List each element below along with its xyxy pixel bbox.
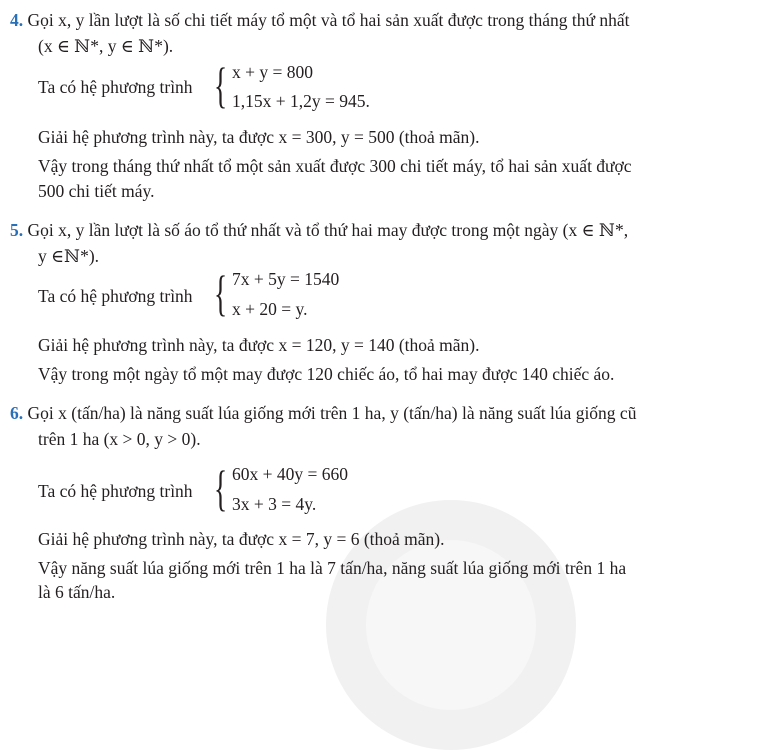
p5-intro-text-1: Gọi x, y lần lượt là số áo tổ thứ nhất và tổ thứ hai may được trong một ngày (x ∈ ℕ*, (27, 220, 629, 240)
p4-brace: { (214, 57, 228, 113)
p5-solve-line: Giải hệ phương trình này, ta được x = 120, y = 140 (thoả mãn). (38, 335, 480, 355)
p5-intro-line-2: y ∈ℕ*). (38, 246, 100, 266)
p6-brace: { (214, 460, 228, 516)
p5-system-lead: Ta có hệ phương trình (38, 286, 193, 306)
p6-system-lead: Ta có hệ phương trình (38, 481, 193, 501)
p4-solve-line: Giải hệ phương trình này, ta được x = 300, y = 500 (thoả mãn). (38, 127, 480, 147)
p6-number: 6. (10, 403, 24, 423)
p5-conclusion-line-1: Vậy trong một ngày tổ một may được 120 chiếc áo, tổ hai may được 140 chiếc áo. (38, 364, 615, 384)
p5-brace: { (214, 265, 228, 321)
p4-intro-line-2: (x ∈ ℕ*, y ∈ ℕ*). (38, 36, 174, 56)
p6-equation-2: 3x + 3 = 4y. (232, 494, 317, 514)
p4-equation-1: x + y = 800 (232, 62, 313, 82)
p4-number: 4. (10, 10, 24, 30)
p6-intro-text-1: Gọi x (tấn/ha) là năng suất lúa giống mới trên 1 ha, y (tấn/ha) là năng suất lúa giống cũ (27, 403, 637, 423)
p6-conclusion-line-2: là 6 tấn/ha. (38, 582, 116, 602)
p4-conclusion-line-1: Vậy trong tháng thứ nhất tổ một sản xuất được 300 chi tiết máy, tổ hai sản xuất được (38, 156, 632, 176)
p4-intro-line-1 (10, 9, 630, 31)
p5-equation-2: x + 20 = y. (232, 299, 308, 319)
p5-intro-line-1 (10, 219, 628, 241)
p6-intro-line-1 (10, 402, 636, 424)
p4-intro-text-1: Gọi x, y lần lượt là số chi tiết máy tổ một và tổ hai sản xuất được trong tháng thứ nhất (27, 10, 630, 30)
p5-equation-1: 7x + 5y = 1540 (232, 269, 340, 289)
p4-conclusion-line-2: 500 chi tiết máy. (38, 181, 155, 201)
p5-number: 5. (10, 220, 24, 240)
p6-equation-1: 60x + 40y = 660 (232, 464, 348, 484)
p4-system-lead: Ta có hệ phương trình (38, 77, 193, 97)
p6-solve-line: Giải hệ phương trình này, ta được x = 7, y = 6 (thoả mãn). (38, 529, 445, 549)
p6-intro-line-2: trên 1 ha (x > 0, y > 0). (38, 429, 201, 449)
p6-conclusion-line-1: Vậy năng suất lúa giống mới trên 1 ha là 7 tấn/ha, năng suất lúa giống mới trên 1 ha (38, 558, 627, 578)
p4-equation-2: 1,15x + 1,2y = 945. (232, 91, 370, 111)
